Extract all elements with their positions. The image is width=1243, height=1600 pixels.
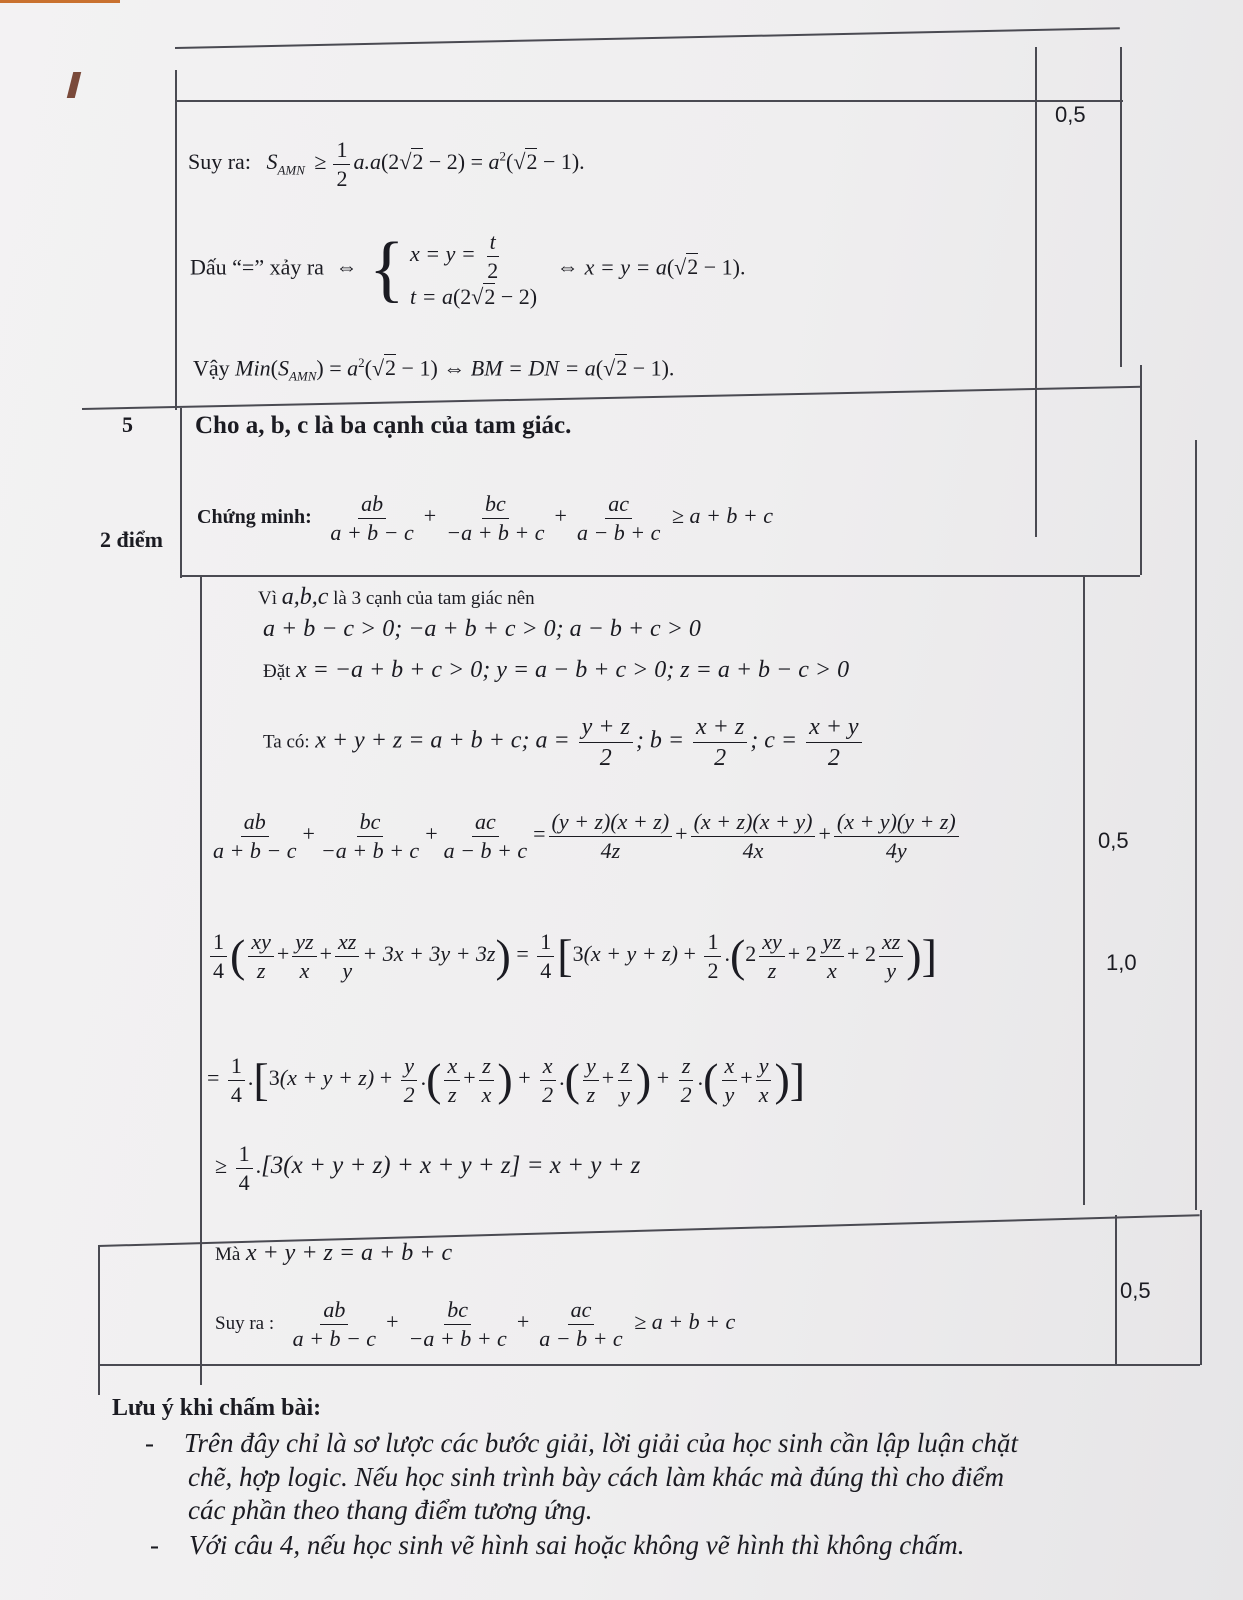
math-fraction: $\frac{(x + y)(y + z)}{4y}$ (834, 808, 959, 864)
line-transform-4: ≥ $\frac{1}{4}$ .[3(x + y + z) + x + y + z] = x + y + z (215, 1141, 641, 1195)
math-text: x = y = (409, 241, 482, 267)
score-row5-1: 0,5 (1098, 828, 1129, 853)
corner-mark (67, 72, 81, 98)
math-text: √ (399, 149, 412, 175)
math-text: 2 (484, 284, 496, 309)
math-text: x = y = a (584, 254, 667, 280)
math-fraction: $\frac{1}{4}$ (236, 1140, 253, 1196)
math-paren: ) (906, 930, 922, 981)
line-suy-ra: Suy ra: $S_{AMN}$ ≥ $\frac{1}{2}$ $a.a(2√2 - 2) = a^2(√2 - 1)$. (188, 137, 585, 191)
math-bracket: ] (921, 930, 937, 981)
math-fraction: $\frac{ac}{a - b + c}$ (539, 1297, 623, 1351)
line-suy-ra-final (215, 1296, 735, 1352)
math-text: + (425, 821, 438, 847)
math-bracket: [ (253, 1054, 269, 1105)
line-positive: a + b − c > 0; −a + b + c > 0; a − b + c > 0 (263, 616, 701, 642)
math-text: √ (471, 284, 484, 309)
math-paren: ) (497, 1054, 513, 1105)
table-col1-border (175, 70, 177, 410)
math-fraction: $\frac{z}{y}$ (617, 1052, 633, 1108)
math-fraction: $\frac{1}{2}$ (333, 136, 350, 192)
table-score-col-last (1115, 1215, 1117, 1365)
math-fraction: $\frac{yz}{x}$ (292, 928, 316, 984)
s-subscript: AMN (277, 162, 305, 178)
math-text: ; c = (750, 727, 804, 754)
problem-statement: Cho a, b, c là ba cạnh của tam giác. (195, 412, 572, 439)
table-line-row1-top (175, 100, 1123, 102)
math-text: + (423, 503, 437, 529)
math-fraction: $\frac{xz}{y}$ (879, 928, 903, 984)
math-fraction: $\frac{1}{2}$ (704, 928, 721, 984)
score-last: 0,5 (1120, 1278, 1151, 1303)
math-fraction: $\frac{y}{z}$ (583, 1052, 599, 1108)
line-vi (258, 584, 535, 611)
math-paren: ( (230, 930, 246, 981)
math-paren: ( (729, 930, 746, 981)
math-text: + (554, 503, 567, 529)
math-text: (x + y + z) (583, 941, 679, 967)
suy-ra-label: Suy ra: (188, 149, 251, 175)
prove-label: Chứng minh: (197, 506, 312, 529)
table-row5-top (82, 386, 1142, 410)
math-text: AMN (288, 368, 317, 384)
math-text: t = a (409, 284, 453, 309)
math-text: 2 (526, 149, 538, 175)
ma-label: Mà (215, 1244, 241, 1265)
line-transform-3: = $\frac{1}{4}$ .[3(x + y + z) + $\frac{y}{2}$ .( $\frac{x}{z}$ + $\frac{z}{x}$ ) + $\frac{x}{2}$ .( $\frac{y}{z}$ + $\frac{z}{y}$ ) + $\frac{z}{2}$ .( $\frac{x}{y}$ + $\frac{y}{x}$ )] (207, 1053, 806, 1107)
math-fraction: $\frac{(y + z)(x + z)}{4z}$ (549, 808, 673, 864)
math-fraction: $\frac{ab}{a + b - c}$ (213, 809, 297, 863)
math-text: a (347, 355, 359, 381)
math-text: ; b = (635, 727, 691, 754)
note-1-line-2: chẽ, hợp logic. Nếu học sinh trình bày cách làm khác mà đúng thì cho điểm (188, 1462, 1004, 1492)
math-fraction: $\frac{xy}{z}$ (248, 928, 274, 984)
line-transform-2: $\frac{1}{4}$ ( $\frac{xy}{z}$ + $\frac{yz}{x}$ + $\frac{xz}{y}$ + 3x + 3y + 3z) = $\frac{1}{4}$ [3(x + y + z) + $\frac{1}{2}$ .(2 $\frac{xy}{z}$ + 2 $\frac{yz}{x}$ + 2 $\frac{xz}{y}$ )] (207, 928, 937, 984)
question-number: 5 (122, 412, 133, 437)
math-fraction: $\frac{bc}{-a + b + c}$ (408, 1297, 507, 1351)
math-text: 2 (385, 355, 397, 381)
math-text: a (488, 149, 500, 175)
table-top-border (175, 27, 1120, 48)
math-fraction: $\frac{(x + z)(x + y)}{4x}$ (691, 808, 816, 864)
table-row5-inner (180, 575, 1140, 577)
math-fraction: $\frac{xz}{y}$ (335, 928, 359, 984)
math-text: (x + y + z) (279, 1065, 375, 1091)
math-text: + (302, 821, 315, 847)
math-text: a.a (353, 149, 381, 175)
math-paren: ( (564, 1054, 580, 1105)
notes-title: Lưu ý khi chấm bài: (112, 1395, 322, 1421)
math-text: + (818, 821, 831, 847)
table-col2-border (1035, 47, 1037, 537)
line-ma (215, 1240, 452, 1267)
math-text: ≥ a + b + c (666, 503, 773, 529)
table-left-border (98, 1245, 100, 1395)
table-right-border-last (1200, 1210, 1202, 1365)
math-text: + (386, 1309, 399, 1335)
math-fraction: $\frac{bc}{-a + b + c}$ (446, 491, 545, 545)
table-score-col-row5 (1140, 365, 1142, 575)
math-text: √ (371, 355, 385, 381)
math-bracket: ] (789, 1054, 806, 1105)
math-text: 2 (499, 148, 507, 164)
math-fraction: $\frac{1}{4}$ (537, 928, 554, 984)
line-dau-xay-ra: Dấu “=” xảy ra ⇔ { x = y = $\frac{t}{2}$ t = a(2√2 − 2) ⇔ x = y = a(√2 − 1). (190, 228, 746, 311)
math-fraction: $\frac{yz}{x}$ (820, 928, 844, 984)
math-text: S (277, 355, 289, 381)
math-text: √ (513, 149, 526, 175)
math-brace: { (368, 228, 405, 311)
math-fraction: $\frac{x}{z}$ (444, 1052, 460, 1108)
system-block: x = y = $\frac{t}{2}$ t = a(2√2 − 2) (409, 229, 538, 309)
math-fraction: $\frac{ac}{a - b + c}$ (443, 809, 528, 863)
math-fraction: $\frac{x + z}{2}$ (693, 712, 747, 773)
note-2-text: Với câu 4, nếu học sinh vẽ hình sai hoặc không vẽ hình thì không chấm. (189, 1530, 965, 1560)
line-chung-minh (197, 490, 773, 546)
math-fraction: $\frac{ab}{a + b - c}$ (292, 1297, 377, 1351)
vay-label: Vậy (193, 355, 230, 381)
math-text: [3(x + y + z) + x + y + z] = x + y + z (261, 1152, 641, 1180)
math-fraction: $\frac{ab}{a + b - c}$ (330, 491, 414, 545)
math-fraction: $\frac{ac}{a - b + c}$ (576, 491, 661, 545)
math-text: ⇔ (335, 254, 358, 280)
math-text: x + y + z = a + b + c (245, 1240, 453, 1266)
score-prev: 0,5 (1055, 102, 1086, 127)
edge-strip (0, 0, 120, 3)
note-1-line-1: Trên đây chỉ là sơ lược các bước giải, lời giải của học sinh cần lập luận chặt (184, 1428, 1018, 1458)
math-fraction: $\frac{xy}{z}$ (759, 928, 785, 984)
math-text: 2 (358, 355, 365, 370)
question-points: 2 điểm (100, 527, 163, 552)
math-fraction: $\frac{y + z}{2}$ (579, 712, 633, 773)
formula-s-amn: $S_{AMN}$ (266, 149, 305, 178)
line-transform-1 (207, 808, 962, 864)
math-text: + 3x + 3y + 3z (362, 941, 496, 967)
math-paren: ( (703, 1054, 719, 1105)
math-paren: ( (426, 1054, 442, 1105)
math-text: + (516, 1309, 530, 1335)
math-fraction: $\frac{x}{2}$ (539, 1052, 556, 1108)
math-text: + (675, 821, 688, 847)
bullet-dash: - (145, 1428, 154, 1458)
math-text: √ (674, 254, 687, 280)
math-text: 2 (687, 254, 699, 280)
dat-label: Đặt (263, 661, 291, 682)
math-text: x = −a + b + c > 0; y = a − b + c > 0; z = a + b − c > 0 (295, 657, 850, 683)
math-text: BM = DN = a (470, 355, 596, 381)
math-paren: ) (635, 1054, 652, 1105)
table-col1-row5 (180, 408, 182, 578)
math-fraction: $\frac{x}{y}$ (722, 1052, 738, 1108)
math-fraction: $\frac{bc}{-a + b + c}$ (320, 809, 420, 863)
math-text: ≥ a + b + c (628, 1309, 736, 1335)
math-text: 2 (616, 355, 628, 381)
vi-text: là 3 cạnh của tam giác nên (333, 588, 535, 609)
table-bottom-border (98, 1364, 1200, 1366)
math-paren: ) (774, 1054, 790, 1105)
math-text: Min (235, 355, 271, 381)
table-right-border (1120, 47, 1122, 367)
vi-label: Vì (258, 588, 277, 609)
line-vay: Vậy $Min(S_{AMN}) = a^2(√2 - 1)$ ⇔ BM = DN = a(√2 − 1). (193, 355, 675, 384)
table-col1-row5b (200, 575, 202, 1385)
taco-label: Ta có: (263, 731, 310, 753)
math-fraction: $\frac{y}{2}$ (401, 1052, 418, 1108)
math-text: ≥ (314, 149, 327, 175)
math-bracket: [ (557, 930, 573, 981)
math-text: ⇔ (556, 254, 579, 280)
note-bullet-1 (145, 1428, 1018, 1459)
math-fraction: $\frac{1}{4}$ (228, 1052, 245, 1108)
math-text: 2 (412, 149, 424, 175)
table-right-border-mid (1195, 440, 1197, 1210)
suy-ra-final-label: Suy ra : (215, 1313, 275, 1335)
math-text: x + y + z = a + b + c; a = (315, 727, 576, 754)
math-fraction: $\frac{t}{2}$ (487, 229, 499, 283)
line-dat (263, 657, 849, 684)
math-fraction: $\frac{z}{x}$ (479, 1052, 495, 1108)
math-paren: ) (495, 930, 511, 981)
dau-label: Dấu “=” xảy ra (190, 254, 324, 280)
math-fraction: $\frac{x + y}{2}$ (806, 712, 862, 773)
note-1-line-3: các phần theo thang điểm tương ứng. (188, 1495, 593, 1525)
math-text: a,b,c (281, 584, 329, 610)
bullet-dash: - (150, 1530, 159, 1560)
math-fraction: $\frac{y}{x}$ (756, 1052, 772, 1108)
table-score-col-mid (1083, 575, 1085, 1205)
line-ta-co (263, 712, 865, 773)
math-fraction: $\frac{1}{4}$ (210, 928, 227, 984)
math-text: √ (603, 355, 616, 381)
math-fraction: $\frac{z}{2}$ (680, 1053, 692, 1107)
score-row5-2: 1,0 (1106, 950, 1137, 975)
note-bullet-2 (150, 1530, 965, 1561)
math-text: = (533, 821, 546, 847)
